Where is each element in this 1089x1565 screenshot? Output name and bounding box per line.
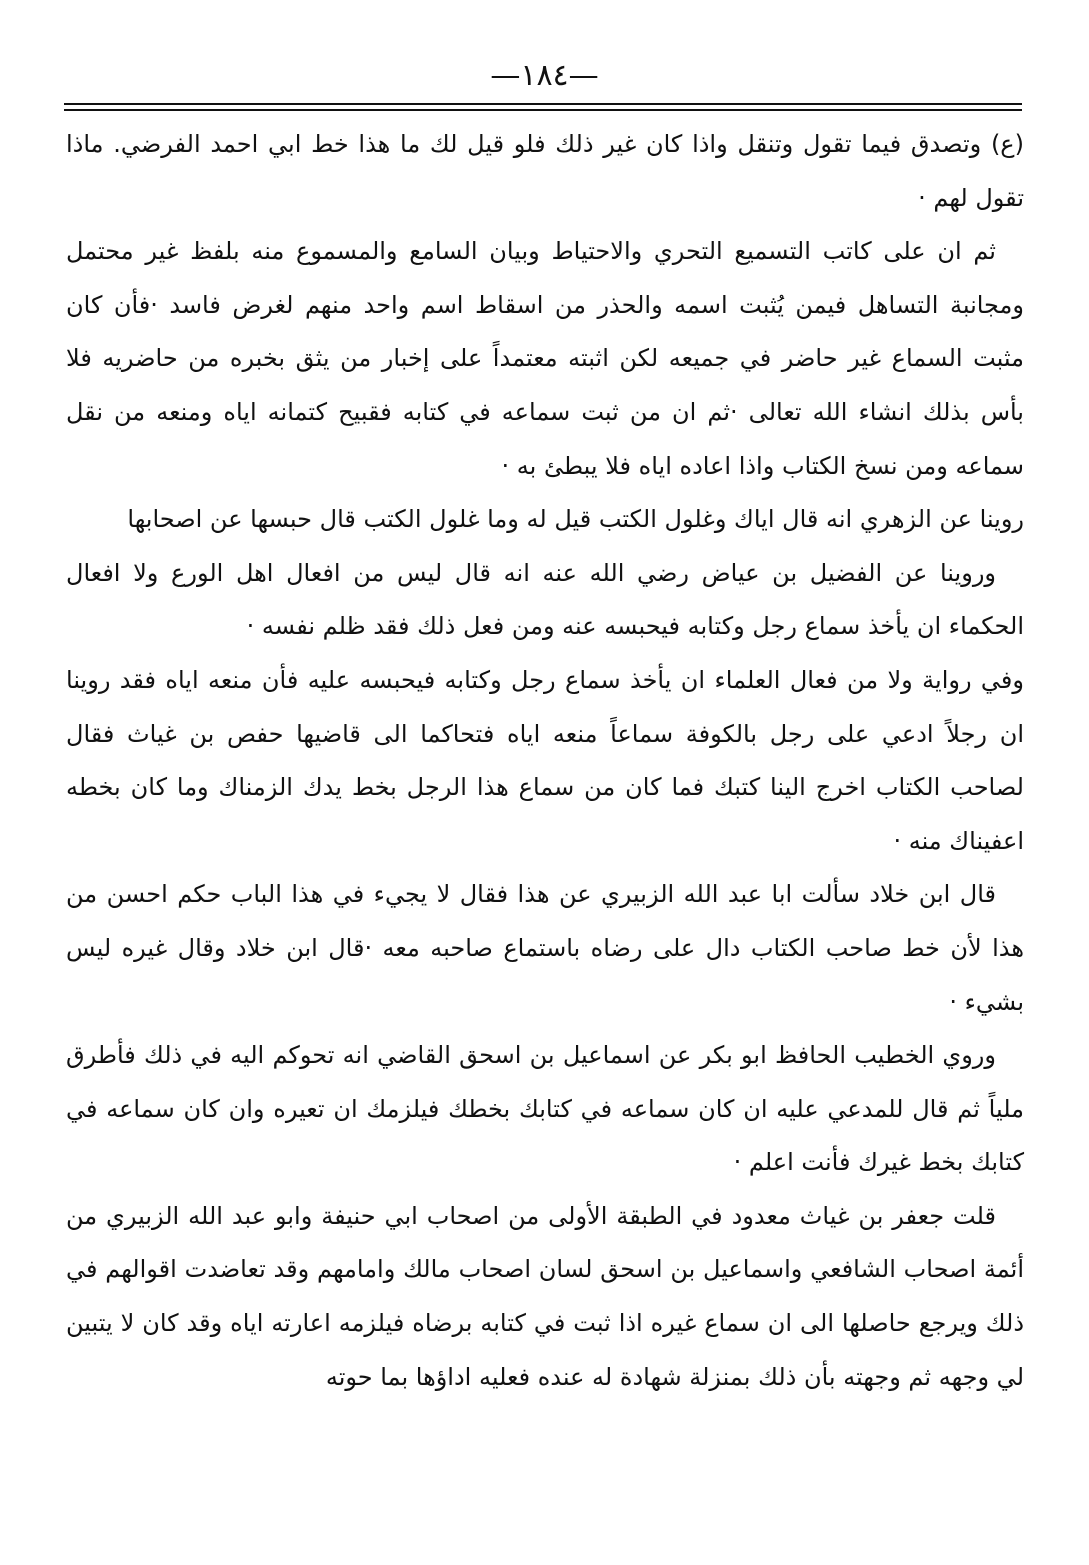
- paragraph-8: قلت جعفر بن غياث معدود في الطبقة الأولى من اصحاب ابي حنيفة وابو عبد الله الزبيري من أئمة اصحاب الشافعي واسماعيل بن اسحق لسان اصحاب مالك وامامهم وقد تعاضدت اقوالهم في ذلك ويرجع حاصلها الى ان سماع غيره اذا ثبت في كتابه برضاه فيلزمه اعارته اياه وقد كان لا يتبين لي وجهه ثم وجهته بأن ذلك بمنزلة شهادة له عنده فعليه اداؤها بما حوته: [66, 1201, 1024, 1391]
- paragraph-5: وفي رواية ولا من فعال العلماء ان يأخذ سماع رجل وكتابه فيحبسه عليه فأن منعه اياه فقد روينا ان رجلاً ادعي على رجل بالكوفة سماعاً منعه اياه فتحاكما الى قاضيها حفص بن غياث فقال لصاحب الكتاب اخرج الينا كتبك فما كان من سماع هذا الرجل بخط يدك الزمناك وما كان بخطه اعفيناك منه ·: [66, 665, 1024, 855]
- paragraph-6: قال ابن خلاد سألت ابا عبد الله الزبيري عن هذا فقال لا يجيء في هذا الباب حكم احسن من هذا لأن خط صاحب الكتاب دال على رضاه باستماع صاحبه معه ·قال ابن خلاد وقال غيره ليس بشيء ·: [66, 880, 1024, 1016]
- header-rule-bottom: [64, 109, 1022, 111]
- body-text: [66, 118, 1024, 1404]
- paragraph-7: وروي الخطيب الحافظ ابو بكر عن اسماعيل بن اسحق القاضي انه تحوكم اليه في ذلك فأطرق ملياً ثم قال للمدعي عليه ان كان سماعه في كتابك بخطك فيلزمك ان تعيره وان كان سماعه في كتابك بخط غيرك فأنت اعلم ·: [66, 1041, 1024, 1177]
- paragraph-3: روينا عن الزهري انه قال اياك وغلول الكتب قيل له وما غلول الكتب قال حبسها عن اصحابها: [127, 505, 1024, 534]
- paragraph-1: (ع) وتصدق فيما تقول وتنقل واذا كان غير ذلك فلو قيل لك ما هذا خط ابي احمد الفرضي. ماذا تقول لهم ·: [66, 130, 1024, 212]
- page-number: —١٨٤—: [490, 58, 599, 93]
- paragraph-2: ثم ان على كاتب التسميع التحري والاحتياط وبيان السامع والمسموع منه بلفظ غير محتمل ومجانبة التساهل فيمن يُثبت اسمه والحذر من اسقاط اسم واحد منهم لغرض فاسد ·فأن كان مثبت السماع غير حاضر في جميعه لكن اثبته معتمداً على إخبار من يثق بخبره من حاضريه فلا بأس بذلك انشاء الله تعالى ·ثم ان من ثبت سماعه في كتابه فقبيح كتمانه اياه ومنعه من نقل سماعه ومن نسخ الكتاب واذا اعاده اياه فلا يبطئ به ·: [66, 237, 1024, 480]
- paragraph-4: وروينا عن الفضيل بن عياض رضي الله عنه انه قال ليس من افعال اهل الورع ولا افعال الحكماء ان يأخذ سماع رجل وكتابه فيحبسه عنه ومن فعل ذلك فقد ظلم نفسه ·: [66, 558, 1024, 641]
- header-rule-top: [64, 103, 1022, 105]
